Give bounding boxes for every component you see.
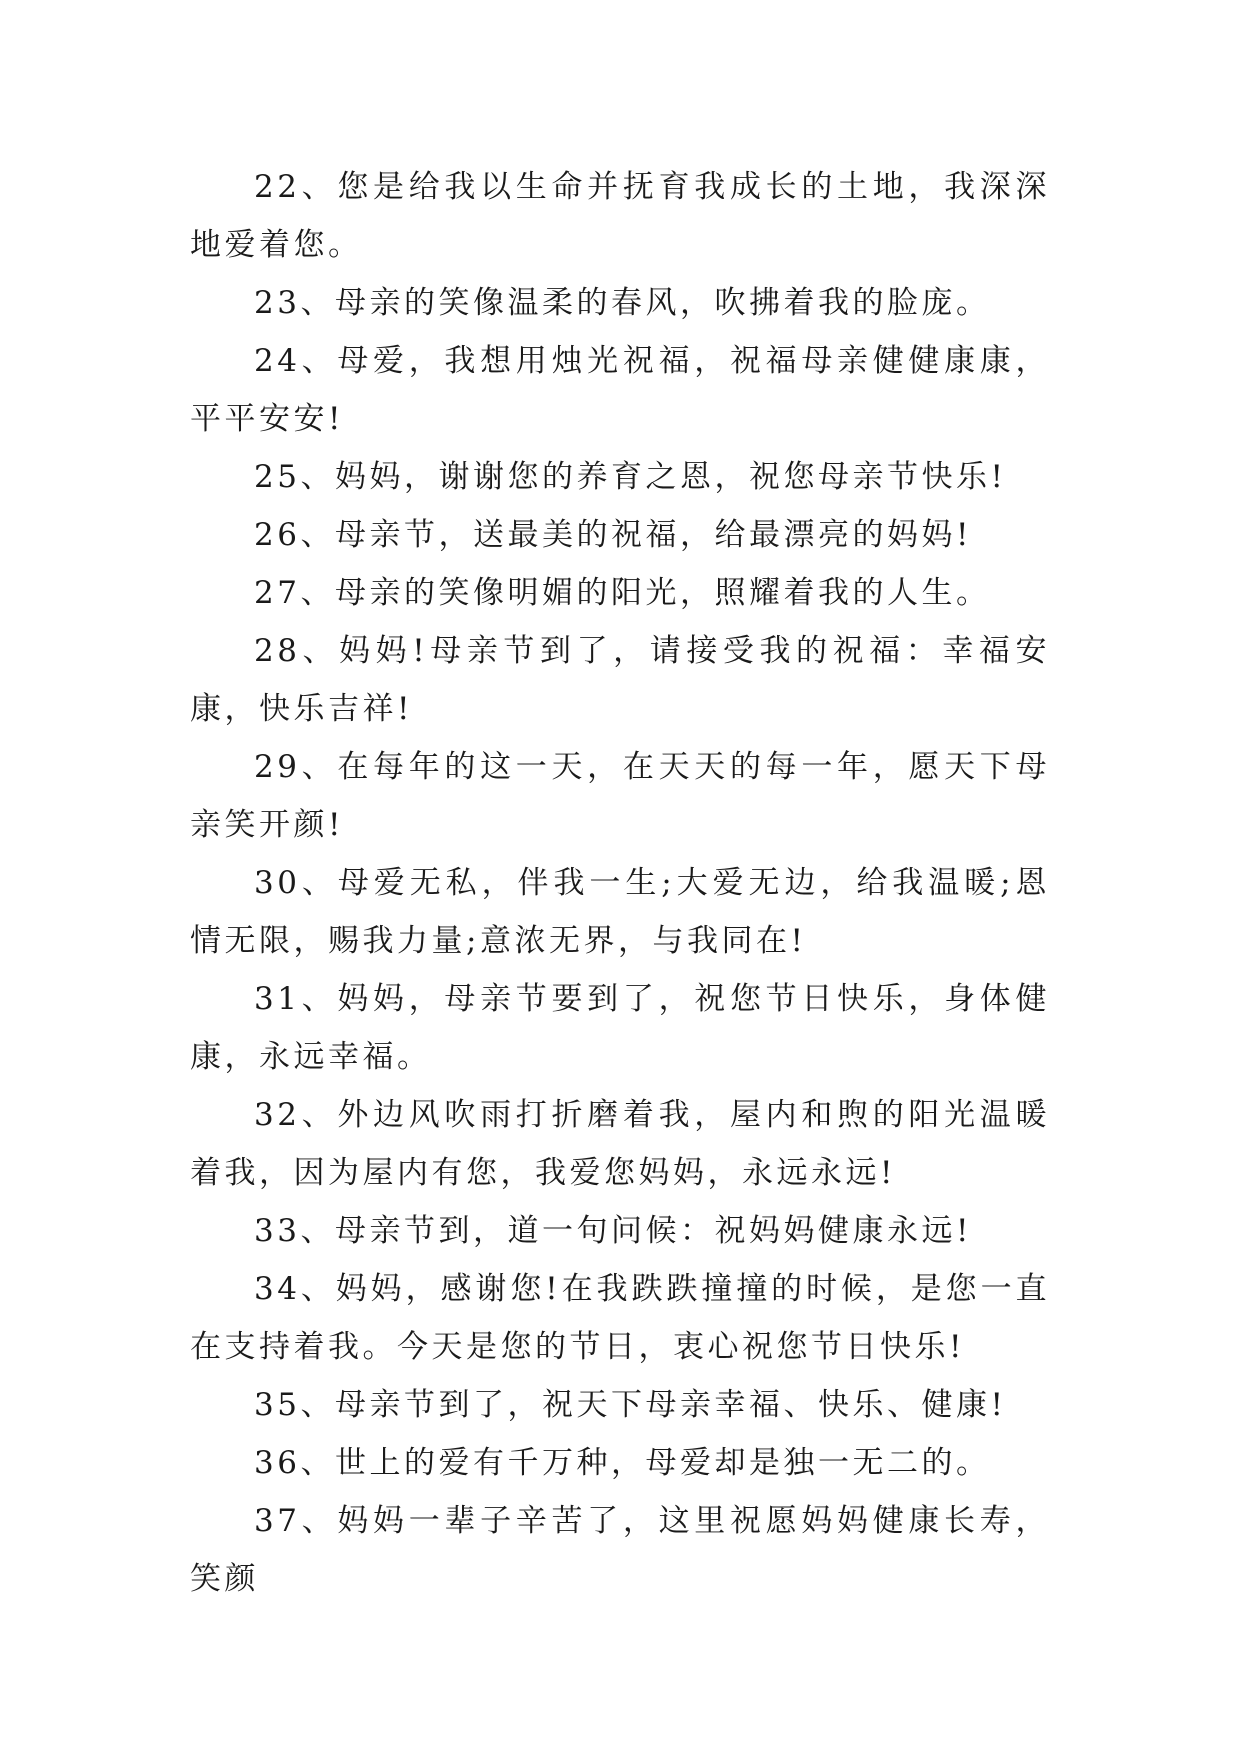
paragraph-23: 23、母亲的笑像温柔的春风，吹拂着我的脸庞。 [254, 285, 991, 321]
paragraph-28: 28、妈妈!母亲节到了，请接受我的祝福：幸福安康，快乐吉祥! [190, 633, 1050, 727]
paragraph-26: 26、母亲节，送最美的祝福，给最漂亮的妈妈! [254, 517, 972, 553]
paragraph-35: 35、母亲节到了，祝天下母亲幸福、快乐、健康! [254, 1387, 1007, 1423]
paragraph-37: 37、妈妈一辈子辛苦了，这里祝愿妈妈健康长寿，笑颜 [190, 1503, 1050, 1597]
paragraph-32: 32、外边风吹雨打折磨着我，屋内和煦的阳光温暖着我，因为屋内有您，我爱您妈妈，永远永远! [190, 1097, 1050, 1191]
paragraph-27: 27、母亲的笑像明媚的阳光，照耀着我的人生。 [254, 575, 991, 611]
paragraph-30: 30、母爱无私，伴我一生;大爱无边，给我温暖;恩情无限，赐我力量;意浓无界，与我同在! [190, 865, 1050, 959]
paragraph-29: 29、在每年的这一天，在天天的每一年，愿天下母亲笑开颜! [190, 749, 1050, 843]
paragraph-22: 22、您是给我以生命并抚育我成长的土地，我深深地爱着您。 [190, 169, 1050, 263]
paragraph-36: 36、世上的爱有千万种，母爱却是独一无二的。 [254, 1445, 991, 1481]
paragraph-25: 25、妈妈，谢谢您的养育之恩，祝您母亲节快乐! [254, 459, 1007, 495]
paragraph-31: 31、妈妈，母亲节要到了，祝您节日快乐，身体健康，永远幸福。 [190, 981, 1050, 1075]
paragraph-33: 33、母亲节到，道一句问候：祝妈妈健康永远! [254, 1213, 972, 1249]
document-body [190, 158, 1050, 1608]
paragraph-24: 24、母爱，我想用烛光祝福，祝福母亲健健康康，平平安安! [190, 343, 1050, 437]
paragraph-34: 34、妈妈，感谢您!在我跌跌撞撞的时候，是您一直在支持着我。今天是您的节日，衷心祝您节日快乐! [190, 1271, 1050, 1365]
